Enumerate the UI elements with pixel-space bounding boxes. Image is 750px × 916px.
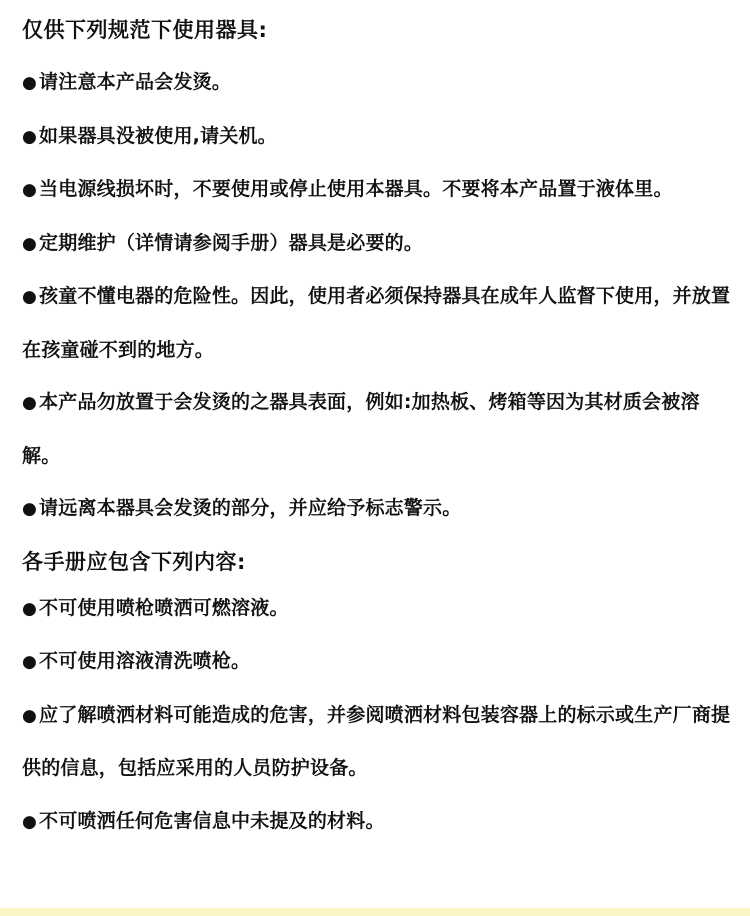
list-item-text: 如果器具没被使用,请关机。 bbox=[39, 124, 277, 147]
list-item-text: 孩童不懂电器的危险性。因此，使用者必须保持器具在成年人监督下使用，并放置在孩童碰不到的地方。 bbox=[22, 285, 731, 361]
list-item-text: 应了解喷洒材料可能造成的危害，并参阅喷洒材料包装容器上的标示或生产厂商提供的信息，包括应采用的人员防护设备。 bbox=[22, 703, 731, 779]
bullet-icon: ● bbox=[22, 233, 38, 254]
bullet-icon: ● bbox=[22, 652, 38, 672]
bullet-icon: ● bbox=[22, 180, 38, 200]
list-item-text: 当电源线损坏时，不要使用或停止使用本器具。不要将本产品置于液体里。 bbox=[39, 178, 673, 200]
list-item bbox=[22, 270, 732, 376]
section-heading-usage: 仅供下列规范下使用器具: bbox=[22, 18, 268, 42]
list-item bbox=[22, 795, 732, 849]
list-item bbox=[22, 689, 732, 795]
list-item bbox=[22, 635, 732, 689]
bullet-icon: ● bbox=[22, 73, 38, 93]
bullet-icon: ● bbox=[22, 705, 38, 726]
bullet-icon: ● bbox=[22, 287, 38, 307]
list-item-text: 本产品勿放置于会发烫的之器具表面，例如:加热板、烤箱等因为其材质会被溶解。 bbox=[22, 391, 700, 467]
list-item-text: 定期维护（详情请参阅手册）器具是必要的。 bbox=[39, 231, 424, 254]
bullet-icon: ● bbox=[22, 499, 38, 519]
list-item-text: 请注意本产品会发烫。 bbox=[39, 71, 232, 93]
list-item-text: 不可喷洒任何危害信息中未提及的材料。 bbox=[39, 809, 385, 832]
bullet-icon: ● bbox=[22, 598, 38, 619]
list-item-text: 请远离本器具会发烫的部分，并应给予标志警示。 bbox=[39, 497, 462, 519]
list-item bbox=[22, 163, 732, 217]
list-item-text: 不可使用溶液清洗喷枪。 bbox=[39, 650, 251, 672]
list-item bbox=[22, 482, 732, 536]
bullet-icon: ● bbox=[22, 811, 38, 832]
footer-bar bbox=[0, 908, 750, 916]
section-heading-manual: 各手册应包含下列内容: bbox=[22, 549, 246, 574]
list-item bbox=[22, 110, 732, 164]
bullet-icon: ● bbox=[22, 393, 38, 413]
bullet-icon: ● bbox=[22, 126, 38, 147]
list-item bbox=[22, 376, 732, 482]
list-item-text: 不可使用喷枪喷洒可燃溶液。 bbox=[39, 596, 289, 619]
list-item bbox=[22, 217, 732, 271]
list-item bbox=[22, 56, 732, 110]
list-item bbox=[22, 582, 732, 636]
document-body bbox=[22, 14, 732, 848]
